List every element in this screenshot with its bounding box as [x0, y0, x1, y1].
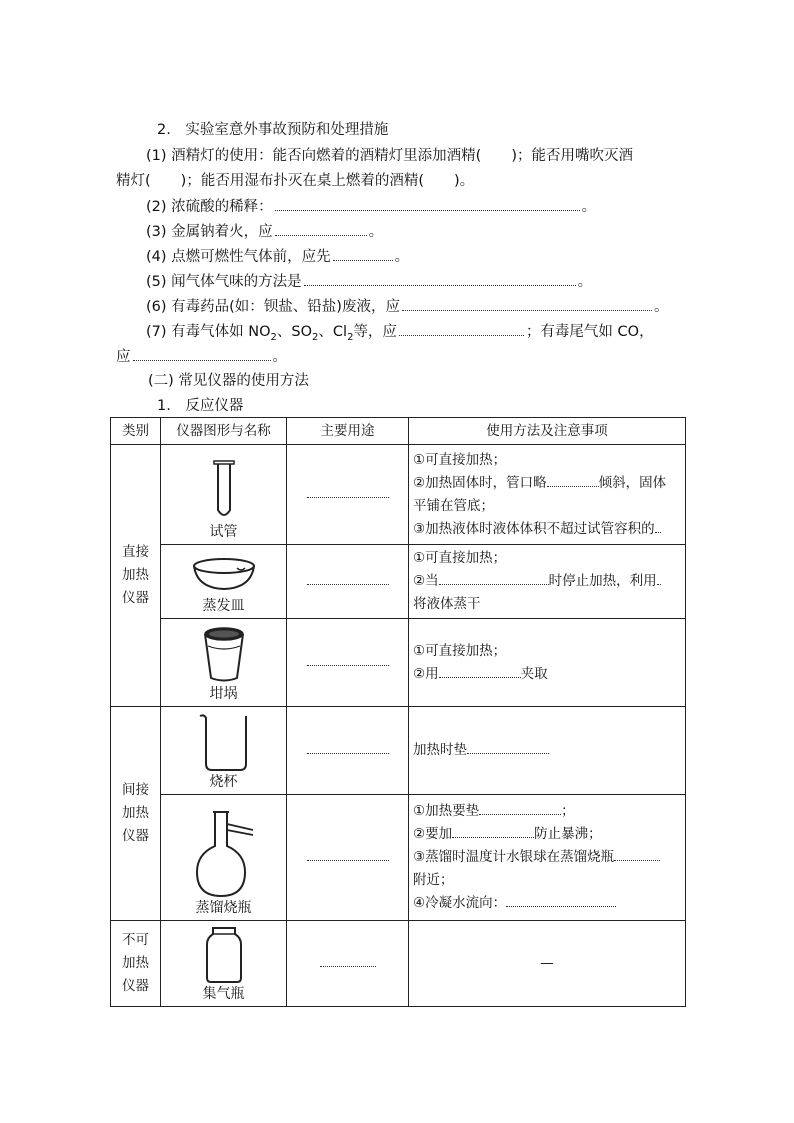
category-text: 直接 [122, 544, 149, 560]
beaker-notes [409, 707, 686, 795]
period: 。 [653, 299, 669, 315]
table-row [111, 445, 686, 545]
note-text: 加热时垫 [413, 742, 467, 758]
evaporating-dish-cell [161, 545, 287, 619]
table-row [111, 795, 686, 921]
test-tube-icon [209, 460, 239, 522]
distilling-flask-notes [409, 795, 686, 921]
item-3-text: (3) 金属钠着火，应 [146, 224, 273, 240]
test-tube-use[interactable] [287, 445, 409, 545]
category-text: 加热 [122, 955, 149, 971]
item-2 [146, 196, 596, 217]
item-5-text: (5) 闻气体气味的方法是 [146, 274, 302, 290]
note-text: ②当 [413, 573, 439, 589]
note-text: ③加热液体时液体体积不超过试管容积的 [413, 520, 655, 537]
item-7-text-c: 、Cl [318, 324, 348, 340]
table-row [111, 619, 686, 707]
item-4-text: (4) 点燃可燃性气体前，应先 [146, 249, 331, 265]
distilling-flask-icon [193, 810, 255, 898]
header-usage-notes: 使用方法及注意事项 [409, 418, 686, 445]
note-text: — [540, 955, 554, 971]
period: 。 [577, 274, 593, 290]
item-1-text-d: )；能否用湿布扑灭在桌上燃着的酒精( [180, 173, 424, 189]
note-line: ①可直接加热； [413, 642, 507, 659]
note-text: 防止暴沸； [534, 826, 602, 842]
gas-jar-icon [203, 926, 245, 984]
header-category: 类别 [111, 418, 161, 445]
note-line [413, 892, 681, 915]
beaker-icon [198, 712, 250, 772]
note-line [413, 739, 681, 762]
note-line: 平铺在管底； [413, 497, 494, 514]
note-line [413, 846, 681, 869]
item-6 [146, 296, 668, 317]
distilling-flask-name: 蒸馏烧瓶 [195, 900, 252, 916]
note-line [413, 663, 681, 686]
note-text: 夹取 [520, 665, 548, 682]
category-text: 加热 [122, 805, 149, 821]
answer-blank[interactable] [333, 246, 393, 261]
item-5 [146, 271, 592, 292]
category-indirect-heating [111, 707, 161, 921]
header-figure-name: 仪器图形与名称 [161, 418, 287, 445]
test-tube-name: 试管 [209, 524, 238, 540]
evaporating-dish-notes [409, 545, 686, 619]
answer-blank[interactable] [275, 221, 367, 236]
period: 。 [272, 349, 287, 365]
gas-jar-use[interactable] [287, 921, 409, 1007]
note-line: ①可直接加热； [413, 550, 507, 566]
crucible-use[interactable] [287, 619, 409, 707]
answer-blank[interactable] [304, 271, 576, 286]
category-direct-heating [111, 445, 161, 707]
category-text: 间接 [122, 782, 149, 798]
note-line [413, 472, 681, 495]
note-text: ④冷凝水流向： [413, 895, 507, 911]
note-line [413, 800, 681, 823]
test-tube-notes [409, 445, 686, 545]
item-7-text-d: 等，应 [353, 324, 397, 340]
evaporating-dish-use[interactable] [287, 545, 409, 619]
beaker-use[interactable] [287, 707, 409, 795]
answer-blank[interactable] [402, 296, 652, 311]
crucible-name: 坩埚 [209, 686, 238, 702]
item-7-text-b: 、SO [276, 324, 313, 340]
table-row [111, 545, 686, 619]
note-line [413, 570, 681, 593]
part-b-title: (二) 常见仪器的使用方法 [148, 373, 309, 389]
note-text: 倾斜，固体 [598, 474, 667, 491]
item-3 [146, 221, 383, 242]
subscript: 2 [312, 331, 319, 343]
section-title: 2. 实验室意外事故预防和处理措施 [157, 122, 389, 138]
crucible-icon [202, 626, 246, 684]
period: 。 [368, 224, 384, 240]
item-1-text-a: (1) 酒精灯的使用：能否向燃着的酒精灯里添加酒精( [146, 148, 482, 164]
subscript: 2 [270, 331, 277, 343]
instrument-table [110, 417, 686, 1007]
gas-jar-name: 集气瓶 [202, 986, 245, 1002]
category-text: 不可 [122, 932, 149, 948]
item-7-text-a: (7) 有毒气体如 NO [146, 324, 271, 340]
period: 。 [581, 199, 597, 215]
answer-blank[interactable] [133, 346, 271, 361]
answer-blank[interactable] [275, 196, 580, 211]
note-text: ③蒸馏时温度计水银球在蒸馏烧瓶 [413, 849, 615, 865]
category-text: 仪器 [122, 590, 149, 606]
evaporating-dish-name: 蒸发皿 [202, 598, 245, 614]
note-text: 时停止加热，利用 [548, 573, 657, 589]
gas-jar-notes [409, 921, 686, 1007]
item-1-line2 [116, 171, 474, 191]
distilling-flask-use[interactable] [287, 795, 409, 921]
test-tube-cell [161, 445, 287, 545]
note-text: ②加热固体时，管口略 [413, 474, 547, 491]
period: 。 [394, 249, 410, 265]
note-text: ②用 [413, 665, 439, 682]
category-text: 仪器 [122, 978, 149, 994]
table-row [111, 707, 686, 795]
answer-blank[interactable] [399, 321, 524, 336]
table-header-row [111, 418, 686, 445]
item-1-text-c: 精灯( [116, 173, 151, 189]
crucible-cell [161, 619, 287, 707]
item-7-line2 [116, 346, 287, 367]
item-7-line1 [146, 321, 654, 348]
item-1-text-e: )。 [453, 173, 475, 189]
table-row [111, 921, 686, 1007]
evaporating-dish-icon [189, 556, 259, 596]
crucible-notes [409, 619, 686, 707]
note-text: ； [561, 803, 575, 819]
beaker-cell [161, 707, 287, 795]
note-line: ①可直接加热； [413, 451, 507, 468]
header-main-use: 主要用途 [287, 418, 409, 445]
item-4 [146, 246, 409, 267]
item-6-text: (6) 有毒药品(如：钡盐、铅盐)废液，应 [146, 299, 400, 315]
note-line: 附近； [413, 872, 454, 888]
item-7-text-f: 应 [116, 349, 131, 365]
category-text: 仪器 [122, 828, 149, 844]
note-text: ①加热要垫 [413, 803, 480, 819]
gas-jar-cell [161, 921, 287, 1007]
item-2-text: (2) 浓硫酸的稀释： [146, 199, 273, 215]
category-non-heating [111, 921, 161, 1007]
item-1-line1 [146, 146, 633, 166]
item-1-text-b: )；能否用嘴吹灭酒 [511, 148, 633, 164]
note-line: 将液体蒸干 [413, 596, 481, 612]
note-line [413, 823, 681, 846]
category-text: 加热 [122, 567, 149, 583]
part-b-subtitle: 1. 反应仪器 [157, 398, 244, 414]
subscript: 2 [347, 331, 354, 343]
item-7-text-e: ；有毒尾气如 CO， [525, 324, 654, 340]
distilling-flask-cell [161, 795, 287, 921]
beaker-name: 烧杯 [209, 774, 238, 790]
note-text: ②要加 [413, 826, 453, 842]
note-line [413, 518, 681, 541]
